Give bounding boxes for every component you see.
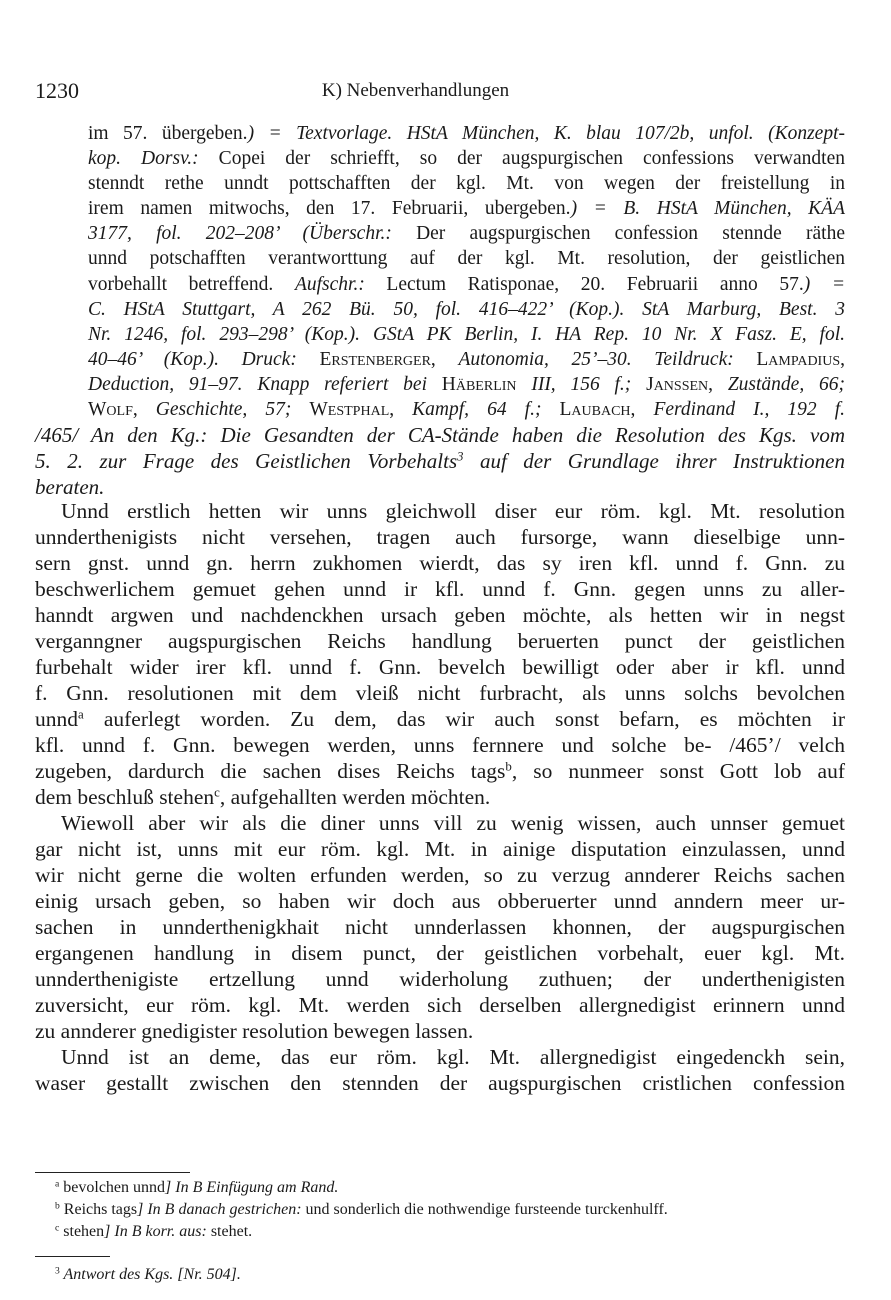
text-line — [35, 810, 845, 836]
text-segment: , aufgehallten werden möchten. — [219, 785, 491, 809]
footnote-marker: a — [78, 707, 84, 722]
text-segment: zuversicht, eur röm. kgl. Mt. werden sich derselben allergnedigist erinnern unnd — [35, 993, 845, 1017]
text-segment: Unnd ist an deme, das eur röm. kgl. Mt. allergnedigist eingedenckh sein, — [61, 1045, 845, 1069]
text-segment: kop. Dorsv.: — [88, 148, 199, 170]
footnote-marker: 3 — [55, 1265, 60, 1277]
text-line — [55, 1177, 845, 1199]
text-segment: wir nicht gerne die wolten erfunden werden, so zu verzug annderer Reichs sachen — [35, 863, 845, 887]
text-line — [35, 836, 845, 862]
text-line — [55, 1199, 845, 1221]
text-line — [35, 966, 845, 992]
text-segment: bevolchen unnd — [59, 1179, 166, 1196]
text-line — [88, 246, 845, 271]
text-line — [35, 602, 845, 628]
text-segment: auferlegt worden. Zu dem, das wir auch sonst befarn, es möchten ir — [83, 707, 845, 731]
numbered-notes — [55, 1264, 845, 1286]
text-line — [88, 322, 845, 347]
text-line — [35, 422, 845, 448]
text-segment: zu annderer gnedigister resolution bewegen lassen. — [35, 1019, 474, 1043]
text-line — [35, 576, 845, 602]
text-line — [88, 347, 845, 372]
text-segment: sachen in unnderthenigkhait nicht unnderlassen khonnen, der augspurgischen — [35, 915, 845, 939]
text-notes — [55, 1177, 845, 1243]
text-line — [35, 758, 845, 784]
text-segment: Antwort des Kgs. [Nr. 504]. — [59, 1266, 241, 1283]
body-text — [35, 498, 845, 1096]
text-segment: Laubach, — [559, 399, 654, 421]
text-segment: irem namen mitwochs, den 17. Februarii, ubergeben. — [88, 198, 571, 220]
text-segment: Ferdinand I., 192 f. — [653, 399, 846, 421]
text-segment: beraten. — [35, 475, 105, 499]
text-line — [35, 862, 845, 888]
footnote-marker: a — [55, 1178, 60, 1190]
running-head-text: K) Nebenverhandlungen — [321, 80, 510, 101]
text-segment: unnderthenigists nicht versehen, tragen auch fursorge, wann dieselbige unn- — [35, 525, 845, 549]
text-line — [35, 628, 845, 654]
text-line — [35, 498, 845, 524]
text-segment: 3177, fol. 202–208’ (Überschr.: — [88, 223, 392, 245]
text-segment: Lectum Ratisponae, 20. Februarii anno 57. — [364, 273, 804, 295]
text-segment: , so nunmeer sonst Gott lob auf — [511, 759, 845, 783]
text-segment: Wolf, — [88, 399, 156, 421]
text-segment: Häberlin — [441, 373, 532, 395]
footnote-marker: b — [55, 1200, 60, 1212]
text-segment: ) = Textvorlage. HStA München, K. blau 107/2b, unfol. (Konzept- — [247, 123, 845, 144]
text-line — [55, 1264, 845, 1286]
text-segment: ) = B. HStA München, KÄA — [570, 198, 846, 220]
text-segment: Deduction, 91–97. Knapp referiert bei — [88, 373, 442, 395]
text-segment: Zustände, 66; — [727, 373, 845, 395]
text-line — [35, 784, 845, 810]
text-line — [35, 992, 845, 1018]
text-line — [35, 940, 845, 966]
text-segment: Autonomia, 25’–30. Teildruck: — [458, 348, 734, 370]
text-segment: Geschichte, 57; — [155, 399, 310, 421]
text-line — [35, 914, 845, 940]
text-line — [88, 146, 845, 171]
footnote-rule — [35, 1172, 190, 1173]
text-segment: stehen — [59, 1223, 105, 1240]
text-segment: unnderthenigiste ertzellung unnd widerholung zuthuen; der underthenigisten — [35, 967, 845, 991]
document-heading — [35, 422, 845, 500]
text-segment: ] In B korr. aus: — [104, 1223, 207, 1240]
text-segment: verganngner augspurgischen Reichs handlung beruerten punct der geistlichen — [35, 629, 845, 653]
text-line — [88, 221, 845, 246]
text-line — [35, 732, 845, 758]
text-segment: auf der Grundlage ihrer Instruktionen — [463, 449, 845, 473]
text-line — [88, 297, 845, 322]
text-line — [35, 448, 845, 474]
text-segment: 5. 2. zur Frage des Geistlichen Vorbehalts — [35, 449, 458, 473]
text-segment: III, 156 f.; — [531, 373, 647, 395]
text-line — [35, 550, 845, 576]
text-line — [35, 524, 845, 550]
source-description — [88, 121, 845, 422]
text-line — [35, 1044, 845, 1070]
text-segment: C. HStA Stuttgart, A 262 Bü. 50, fol. 416–422’ (Kop.). StA Marburg, Best. 3 — [88, 298, 845, 320]
text-segment: Unnd erstlich hetten wir unns gleichwoll diser eur röm. kgl. Mt. resolution — [61, 499, 845, 523]
running-head — [0, 80, 891, 102]
text-segment: Reichs tags — [59, 1201, 138, 1218]
text-segment: Der augspurgischen confession stennde räthe — [391, 223, 845, 245]
text-segment: unnd — [35, 707, 78, 731]
text-segment: furbehalt wider irer kfl. unnd f. Gnn. bevelch bewilligt oder aber ir kfl. unnd — [35, 655, 845, 679]
text-segment: und sonderlich die nothwendige fursteende turckenhulff. — [301, 1201, 668, 1218]
text-segment: /465/ An den Kg.: Die Gesandten der CA-Stände haben die Resolution des Kgs. vom — [35, 423, 845, 447]
text-line — [35, 680, 845, 706]
text-segment: Erstenberger, — [296, 348, 459, 370]
text-segment: Wiewoll aber wir als die diner unns vill zu wenig wissen, auch unnser gemuet — [61, 811, 845, 835]
text-segment: vorbehallt betreffend. — [88, 273, 295, 295]
text-line — [35, 654, 845, 680]
text-segment: Lampadius, — [733, 348, 845, 370]
text-line — [88, 196, 845, 221]
text-segment: Nr. 1246, fol. 293–298’ (Kop.). GStA PK Berlin, I. HA Rep. 10 Nr. X Fasz. E, fol. — [88, 323, 845, 345]
text-line — [35, 706, 845, 732]
text-segment: Kampf, 64 f.; — [412, 399, 560, 421]
text-segment: beschwerlichem gemuet gehen unnd ir kfl. unnd f. Gnn. gegen unns zu aller- — [35, 577, 845, 601]
text-line — [88, 171, 845, 196]
text-line — [88, 397, 845, 422]
text-line — [88, 372, 845, 397]
text-segment: Aufschr.: — [294, 273, 365, 295]
text-line — [35, 888, 845, 914]
footnote-rule — [35, 1256, 110, 1257]
text-segment: unnd potschafften verantworttung auf der kgl. Mt. resolution, der geistlichen — [88, 248, 845, 270]
text-segment: ] In B Einfügung am Rand. — [165, 1179, 339, 1196]
text-segment: 40–46’ (Kop.). Druck: — [88, 348, 297, 370]
text-line — [88, 272, 845, 297]
text-segment: hanndt argwen und nachdenckhen ursach geben möchte, als hetten wir in negst — [35, 603, 845, 627]
text-line — [55, 1221, 845, 1243]
footnote-marker: c — [214, 785, 220, 800]
text-line — [35, 474, 845, 500]
text-segment: gar nicht ist, unns mit eur röm. kgl. Mt. in ainige disputation einzulassen, unnd — [35, 837, 845, 861]
text-segment: im 57. übergeben. — [88, 123, 248, 144]
text-segment: f. Gnn. resolutionen mit dem vleiß nicht furbracht, als unns solchs bevolchen — [35, 681, 845, 705]
text-segment: dem beschluß stehen — [35, 785, 215, 809]
text-segment: kfl. unnd f. Gnn. bewegen werden, unns fernnere und solche be- /465’/ velch — [35, 733, 845, 757]
text-line — [35, 1018, 845, 1044]
text-line — [35, 1070, 845, 1096]
footnote-marker: 3 — [457, 449, 464, 464]
footnote-marker: b — [505, 759, 512, 774]
text-segment: ergangenen handlung in disem punct, der geistlichen vorbehalt, euer kgl. Mt. — [35, 941, 845, 965]
text-segment: Janssen, — [646, 373, 728, 395]
text-segment: waser gestallt zwischen den stennden der augspurgischen cristlichen confession — [35, 1071, 845, 1095]
footnote-marker: c — [55, 1222, 60, 1234]
text-segment: ) = — [803, 273, 846, 295]
text-segment: sern gnst. unnd gn. herrn zukhomen wierdt, das sy iren kfl. unnd f. Gnn. zu — [35, 551, 845, 575]
text-segment: Westphal, — [309, 399, 413, 421]
text-segment: stenndt rethe unndt pottschafften der kgl. Mt. von wegen der freistellung in — [88, 173, 845, 195]
text-segment: Copei der schriefft, so der augspurgischen confessions verwandten — [198, 148, 845, 170]
text-segment: zugeben, dardurch die sachen dises Reichs tags — [35, 759, 506, 783]
text-segment: einig ursach geben, so haben wir doch aus obberuerter unnd anndern meer ur- — [35, 889, 845, 913]
page-number: 1230 — [35, 78, 79, 103]
text-segment: stehet. — [206, 1223, 253, 1240]
text-line — [88, 121, 845, 146]
text-segment: ] In B danach gestrichen: — [137, 1201, 302, 1218]
